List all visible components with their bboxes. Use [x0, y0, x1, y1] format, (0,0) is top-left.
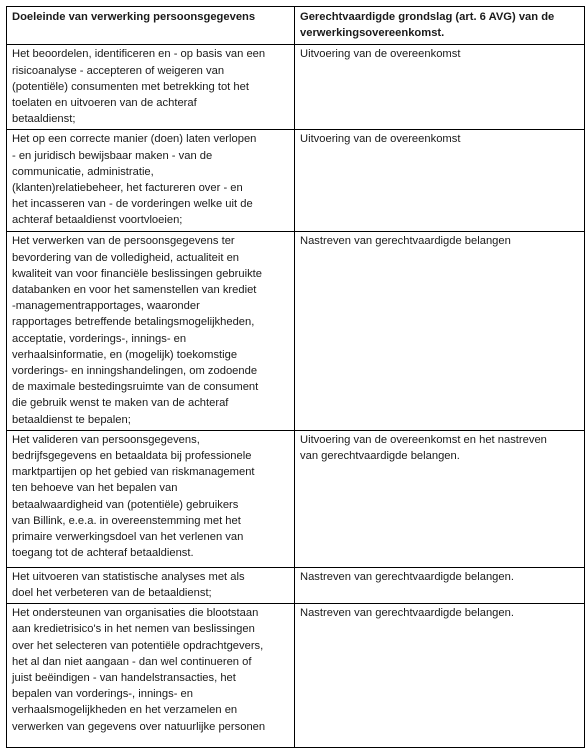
purpose-line: die gebruik wenst te maken van de achteraf	[12, 397, 229, 410]
purpose-line: kwaliteit van voor financiële beslissingen gebruikte	[12, 267, 262, 280]
purpose-line: van Billink, e.e.a. in overeenstemming met het	[12, 514, 241, 527]
legal-basis-cell	[295, 232, 585, 430]
purpose-line: - en juridisch bewijsbaar maken - van de	[12, 149, 213, 162]
purpose-line: toelaten en uitvoeren van de achteraf	[12, 97, 197, 110]
purpose-line: Het beoordelen, identificeren en - op basis van een	[12, 48, 266, 61]
table-header-row	[7, 7, 585, 45]
legal-basis-line: Uitvoering van de overeenkomst en het nastreven	[300, 433, 547, 446]
purpose-line: verhaalsmogelijkheden en het verzamelen en	[12, 704, 238, 717]
table-row	[7, 45, 585, 130]
purpose-line: Het valideren van persoonsgegevens,	[12, 433, 200, 446]
purpose-line: het incasseren van - de vorderingen welke uit de	[12, 198, 253, 211]
purpose-line: bepalen van vorderings-, innings- en	[12, 688, 193, 701]
purpose-line: bevordering van de volledigheid, actualiteit en	[12, 251, 240, 264]
legal-basis-line: Nastreven van gerechtvaardigde belangen	[300, 235, 511, 248]
purpose-line: over het selecteren van potentiële opdrachtgevers,	[12, 639, 264, 652]
purpose-cell	[7, 430, 295, 567]
legal-basis-line: Nastreven van gerechtvaardigde belangen.	[300, 607, 514, 620]
purpose-line: betaaldienst;	[12, 113, 76, 126]
purpose-line: bedrijfsgegevens en betaaldata bij professionele	[12, 450, 252, 463]
purpose-line: Het verwerken van de persoonsgegevens ter	[12, 235, 235, 248]
legal-basis-cell	[295, 430, 585, 567]
legal-basis-line: Uitvoering van de overeenkomst	[300, 48, 461, 61]
purpose-cell	[7, 130, 295, 232]
purpose-line: vorderings- en inningshandelingen, om zodoende	[12, 365, 258, 378]
purpose-line: ten behoeve van het bepalen van	[12, 482, 178, 495]
purpose-line: primaire verwerkingsdoel van het verlenen van	[12, 531, 244, 544]
purpose-line: doel het verbeteren van de betaaldienst;	[12, 587, 212, 600]
purpose-line: de maximale bestedingsruimte van de consument	[12, 381, 259, 394]
table-row	[7, 604, 585, 748]
purpose-cell	[7, 45, 295, 130]
purpose-line: Het uitvoeren van statistische analyses met als	[12, 570, 245, 583]
table-row	[7, 430, 585, 567]
purpose-line: betaalwaardigheid van (potentiële) gebruikers	[12, 498, 239, 511]
purpose-line: -managementrapportages, waaronder	[12, 300, 200, 313]
purpose-line: aan kredietrisico's in het nemen van beslissingen	[12, 623, 255, 636]
purpose-line: marktpartijen op het gebied van riskmanagement	[12, 466, 255, 479]
legal-basis-line: van gerechtvaardigde belangen.	[300, 450, 460, 463]
purpose-line: databanken en voor het samenstellen van krediet	[12, 284, 257, 297]
purpose-line: achteraf betaaldienst voortvloeien;	[12, 214, 183, 227]
header-purpose-text: Doeleinde van verwerking persoonsgegevens	[12, 11, 256, 23]
header-legal-basis-line: Gerechtvaardigde grondslag (art. 6 AVG) van de	[300, 11, 555, 23]
purpose-line: (klanten)relatiebeheer, het factureren over - en	[12, 182, 243, 195]
header-legal-basis-line: verwerkingsovereenkomst.	[300, 27, 445, 40]
purpose-line: acceptatie, vorderings-, innings- en	[12, 332, 187, 345]
header-purpose	[7, 7, 295, 45]
purpose-cell	[7, 604, 295, 748]
purpose-line: het al dan niet aangaan - dan wel continueren of	[12, 655, 252, 668]
purpose-cell	[7, 567, 295, 603]
purpose-line: toegang tot de achteraf betaaldienst.	[12, 547, 194, 560]
purpose-line: Het ondersteunen van organisaties die blootstaan	[12, 607, 259, 620]
legal-basis-cell	[295, 130, 585, 232]
purpose-line: rapportages betreffende betalingsmogelijkheden,	[12, 316, 255, 329]
header-legal-basis	[295, 7, 585, 45]
purpose-line: betaaldienst te bepalen;	[12, 413, 131, 426]
purpose-line: communicatie, administratie,	[12, 165, 154, 178]
legal-basis-cell	[295, 604, 585, 748]
table-row	[7, 232, 585, 430]
table-row	[7, 567, 585, 603]
purpose-line: verwerken van gegevens over natuurlijke personen	[12, 720, 266, 733]
processing-purposes-table	[6, 6, 585, 748]
purpose-line: juist beëindigen - van handelstransacties, het	[12, 672, 236, 685]
legal-basis-cell	[295, 45, 585, 130]
legal-basis-line: Nastreven van gerechtvaardigde belangen.	[300, 570, 514, 583]
table-row	[7, 130, 585, 232]
purpose-line: (potentiële) consumenten met betrekking tot het	[12, 80, 249, 93]
legal-basis-line: Uitvoering van de overeenkomst	[300, 133, 461, 146]
purpose-line: risicoanalyse - accepteren of weigeren van	[12, 64, 225, 77]
legal-basis-cell	[295, 567, 585, 603]
purpose-cell	[7, 232, 295, 430]
purpose-line: verhaalsinformatie, en (mogelijk) toekomstige	[12, 348, 238, 361]
purpose-line: Het op een correcte manier (doen) laten verlopen	[12, 133, 257, 146]
